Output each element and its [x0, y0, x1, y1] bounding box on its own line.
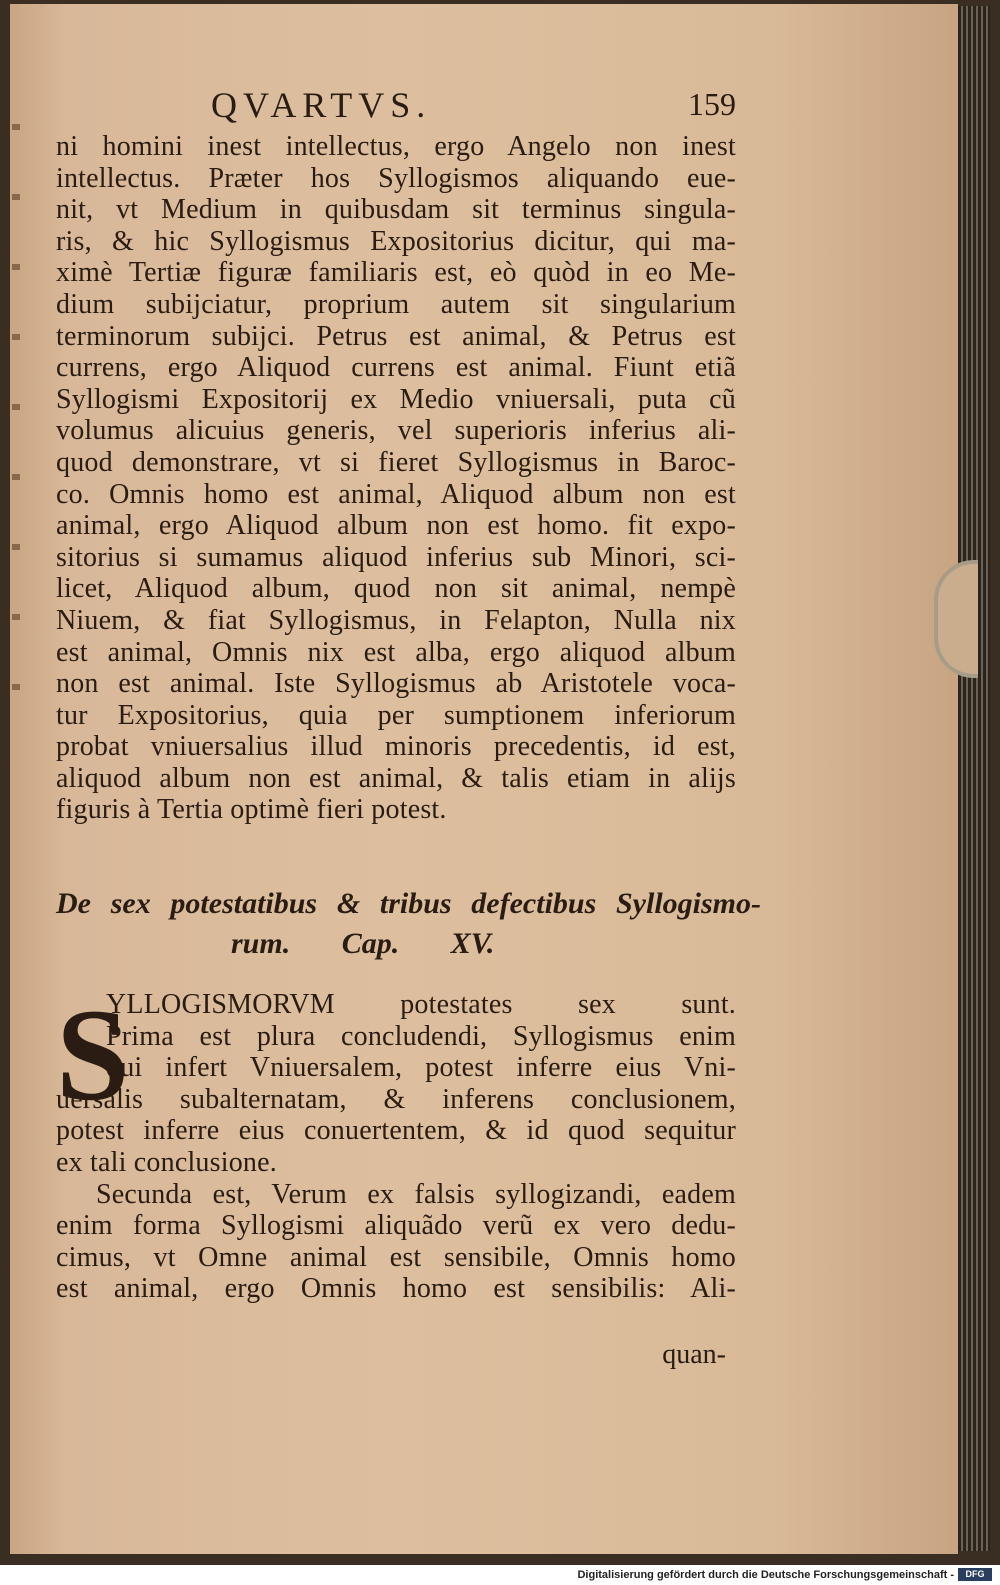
footer — [0, 1565, 1000, 1585]
text-line: potest inferre eius conuertentem, & id quod sequitur — [56, 1115, 736, 1147]
text-line: co. Omnis homo est animal, Aliquod album non est — [56, 478, 736, 510]
text-line: Syllogismi Expositorij ex Medio vniuersali, puta cũ — [56, 383, 736, 415]
dfg-logo-icon: DFG — [958, 1568, 992, 1581]
funding-credit: Digitalisierung gefördert durch die Deutsche Forschungsgemeinschaft - — [577, 1569, 954, 1581]
book-page — [10, 4, 958, 1554]
text-line: intellectus. Præter hos Syllogismos aliquando eue- — [56, 162, 736, 194]
text-line: cimus, vt Omne animal est sensibile, Omnis homo — [56, 1241, 736, 1273]
body-paragraph — [56, 131, 736, 826]
text-line: ximè Tertiæ figuræ familiaris est, eò quòd in eo Me- — [56, 257, 736, 289]
chapter-heading-line-2 — [231, 924, 761, 964]
running-title: QVARTVS. — [211, 85, 432, 125]
page-number: 159 — [688, 86, 736, 122]
chapter-label: Cap. — [341, 927, 400, 960]
catchword: quan- — [662, 1339, 726, 1370]
text-line: licet, Aliquod album, quod non sit animal, nempè — [56, 573, 736, 605]
text-line: probat vniuersalius illud minoris precedentis, id est, — [56, 731, 736, 763]
text-line: currens, ergo Aliquod currens est animal. Fiunt etiã — [56, 352, 736, 384]
text-line: terminorum subijci. Petrus est animal, & Petrus est — [56, 320, 736, 352]
chapter-heading-word: rum. — [231, 927, 291, 960]
text-line: tur Expositorius, quia per sumptionem inferiorum — [56, 699, 736, 731]
chapter-section — [56, 981, 736, 1305]
section-paragraph-2 — [56, 1179, 736, 1305]
text-line: ris, & hic Syllogismus Expositorius dicitur, qui ma- — [56, 225, 736, 257]
gutter-marks — [10, 124, 24, 744]
text-line: animal, ergo Aliquod album non est homo. fit expo- — [56, 510, 736, 542]
text-line: sitorius si sumamus aliquod inferius sub Minori, sci- — [56, 541, 736, 573]
text-line: qui infert Vniuersalem, potest inferre eius Vni- — [106, 1052, 736, 1084]
text-line: non est animal. Iste Syllogismus ab Aristotele voca- — [56, 668, 736, 700]
text-line: YLLOGISMORVM potestates sex sunt. — [106, 989, 736, 1020]
text-line: ex tali conclusione. — [56, 1146, 277, 1178]
page-edges — [958, 6, 990, 1551]
text-line: ni homini inest intellectus, ergo Angelo non inest — [56, 131, 736, 162]
text-line: Prima est plura concludendi, Syllogismus enim — [106, 1020, 736, 1052]
text-line: volumus alicuius generis, vel superioris inferius ali- — [56, 415, 736, 447]
text-line: Niuem, & fiat Syllogismus, in Felapton, Nulla nix — [56, 604, 736, 636]
text-line: uersalis subalternatam, & inferens conclusionem, — [56, 1083, 736, 1115]
text-line: est animal, ergo Omnis homo est sensibilis: Ali- — [56, 1273, 736, 1305]
drop-cap: S — [56, 981, 130, 1128]
section-paragraph-1 — [56, 981, 736, 1179]
chapter-heading-line-1: De sex potestatibus & tribus defectibus Syllogismo- — [56, 887, 761, 920]
page-header — [211, 84, 736, 134]
text-line: dium subijciatur, proprium autem sit singularium — [56, 288, 736, 320]
chapter-heading — [56, 884, 761, 964]
text-line: nit, vt Medium in quibusdam sit terminus singula- — [56, 194, 736, 226]
text-line: est animal, Omnis nix est alba, ergo aliquod album — [56, 636, 736, 668]
text-line: Secunda est, Verum ex falsis syllogizandi, eadem — [96, 1178, 736, 1210]
text-line: enim forma Syllogismi aliquãdo verũ ex vero dedu- — [56, 1210, 736, 1242]
text-line: quod demonstrare, vt si fieret Syllogismus in Baroc- — [56, 446, 736, 478]
text-line: aliquod album non est animal, & talis etiam in alijs — [56, 762, 736, 794]
text-line: figuris à Tertia optimè fieri potest. — [56, 794, 447, 826]
chapter-number: XV. — [450, 927, 495, 960]
page-clip — [934, 560, 978, 678]
